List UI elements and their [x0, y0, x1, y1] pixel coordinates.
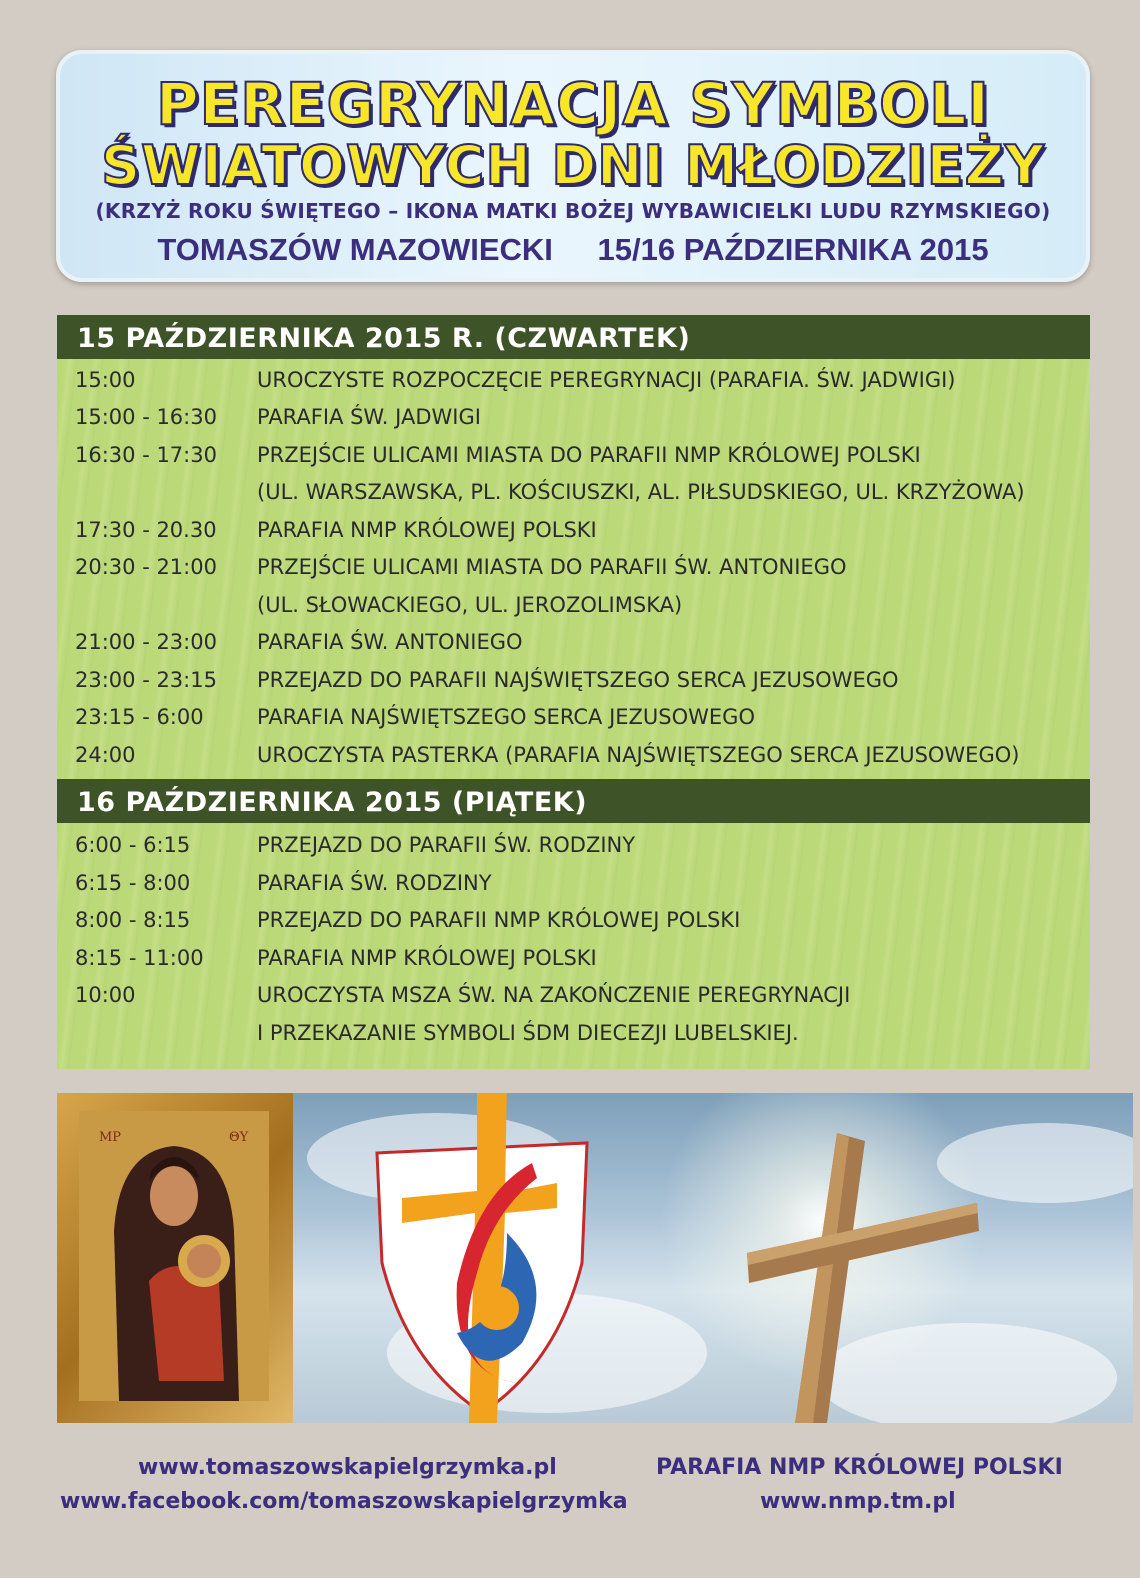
place-name: TOMASZÓW MAZOWIECKI [157, 232, 553, 267]
schedule-row [57, 436, 1090, 474]
schedule-row [57, 864, 1090, 902]
icon-painting-frame [57, 1093, 293, 1423]
schedule-row [57, 939, 1090, 977]
day1-rows [57, 359, 1090, 774]
symbols-image-strip [57, 1093, 1133, 1423]
title-line-2: ŚWIATOWYCH DNI MŁODZIEŻY [101, 134, 1045, 197]
day2-rows [57, 823, 1090, 1052]
madonna-icon [79, 1111, 269, 1401]
schedule-row [57, 1014, 1090, 1052]
row-desc: UROCZYSTE ROZPOCZĘCIE PEREGRYNACJI (PARAFIA. ŚW. JADWIGI) [257, 367, 956, 392]
row-desc: PRZEJAZD DO PARAFII ŚW. RODZINY [257, 833, 636, 858]
row-time: 8:00 - 8:15 [75, 908, 191, 933]
row-time: 6:15 - 8:00 [75, 870, 191, 895]
row-time: 17:30 - 20.30 [75, 517, 217, 542]
website-link[interactable]: www.tomaszowskapielgrzymka.pl [138, 1455, 557, 1480]
day2-heading: 16 PAŹDZIERNIKA 2015 (PIĄTEK) [57, 779, 1090, 823]
row-desc: PRZEJAZD DO PARAFII NAJŚWIĘTSZEGO SERCA JEZUSOWEGO [257, 667, 899, 692]
schedule-row [57, 661, 1090, 699]
title-banner [56, 50, 1090, 282]
row-desc: (UL. SŁOWACKIEGO, UL. JEROZOLIMSKA) [257, 592, 683, 617]
row-time: 6:00 - 6:15 [75, 833, 191, 858]
icon-label-left: MP [99, 1130, 122, 1145]
row-time: 16:30 - 17:30 [75, 442, 217, 467]
row-desc: PARAFIA NAJŚWIĘTSZEGO SERCA JEZUSOWEGO [257, 705, 755, 730]
schedule-row [57, 511, 1090, 549]
row-desc: PARAFIA ŚW. ANTONIEGO [257, 630, 523, 655]
row-desc: PRZEJAZD DO PARAFII NMP KRÓLOWEJ POLSKI [257, 908, 741, 933]
row-desc: PARAFIA ŚW. RODZINY [257, 870, 492, 895]
schedule-row [57, 699, 1090, 737]
schedule-row [57, 624, 1090, 662]
parish-website-link[interactable]: www.nmp.tm.pl [760, 1489, 956, 1514]
row-desc: UROCZYSTA MSZA ŚW. NA ZAKOŃCZENIE PEREGRYNACJI [257, 983, 851, 1008]
schedule-row [57, 549, 1090, 587]
schedule-row [57, 361, 1090, 399]
row-desc: I PRZEKAZANIE SYMBOLI ŚDM DIECEZJI LUBELSKIEJ. [257, 1020, 799, 1045]
icon-label-right: ΘΥ [229, 1130, 249, 1145]
parish-name: PARAFIA NMP KRÓLOWEJ POLSKI [656, 1455, 1063, 1480]
row-time: 21:00 - 23:00 [75, 630, 217, 655]
subtitle: (KRZYŻ ROKU ŚWIĘTEGO – IKONA MATKI BOŻEJ WYBAWICIELKI LUDU RZYMSKIEGO) [95, 199, 1051, 223]
event-dates: 15/16 PAŹDZIERNIKA 2015 [597, 232, 989, 267]
row-desc: UROCZYSTA PASTERKA (PARAFIA NAJŚWIĘTSZEGO SERCA JEZUSOWEGO) [257, 742, 1020, 767]
schedule-row [57, 399, 1090, 437]
schedule-row [57, 736, 1090, 774]
row-desc: PARAFIA ŚW. JADWIGI [257, 405, 481, 430]
row-desc: PARAFIA NMP KRÓLOWEJ POLSKI [257, 945, 597, 970]
day1-heading: 15 PAŹDZIERNIKA 2015 R. (CZWARTEK) [57, 315, 1090, 359]
madonna-figure-icon [79, 1111, 269, 1401]
row-time: 20:30 - 21:00 [75, 555, 217, 580]
row-desc: PARAFIA NMP KRÓLOWEJ POLSKI [257, 517, 597, 542]
row-desc: (UL. WARSZAWSKA, PL. KOŚCIUSZKI, AL. PIŁSUDSKIEGO, UL. KRZYŻOWA) [257, 480, 1025, 505]
schedule-row [57, 586, 1090, 624]
row-time: 15:00 [75, 367, 136, 392]
schedule-panel [57, 315, 1090, 1069]
facebook-link[interactable]: www.facebook.com/tomaszowskapielgrzymka [60, 1489, 628, 1514]
row-time: 10:00 [75, 983, 136, 1008]
schedule-row [57, 977, 1090, 1015]
row-time: 23:00 - 23:15 [75, 667, 217, 692]
wyd-logo-icon [357, 1093, 607, 1423]
place-date-line [60, 232, 1086, 268]
schedule-row [57, 827, 1090, 865]
row-time: 8:15 - 11:00 [75, 945, 204, 970]
row-desc: PRZEJŚCIE ULICAMI MIASTA DO PARAFII NMP KRÓLOWEJ POLSKI [257, 442, 921, 467]
schedule-row [57, 902, 1090, 940]
wooden-cross-icon [687, 1113, 987, 1423]
row-time: 24:00 [75, 742, 136, 767]
row-desc: PRZEJŚCIE ULICAMI MIASTA DO PARAFII ŚW. ANTONIEGO [257, 555, 847, 580]
title-line-1: PEREGRYNACJA SYMBOLI [156, 70, 990, 138]
schedule-row [57, 474, 1090, 512]
row-time: 15:00 - 16:30 [75, 405, 217, 430]
row-time: 23:15 - 6:00 [75, 705, 204, 730]
